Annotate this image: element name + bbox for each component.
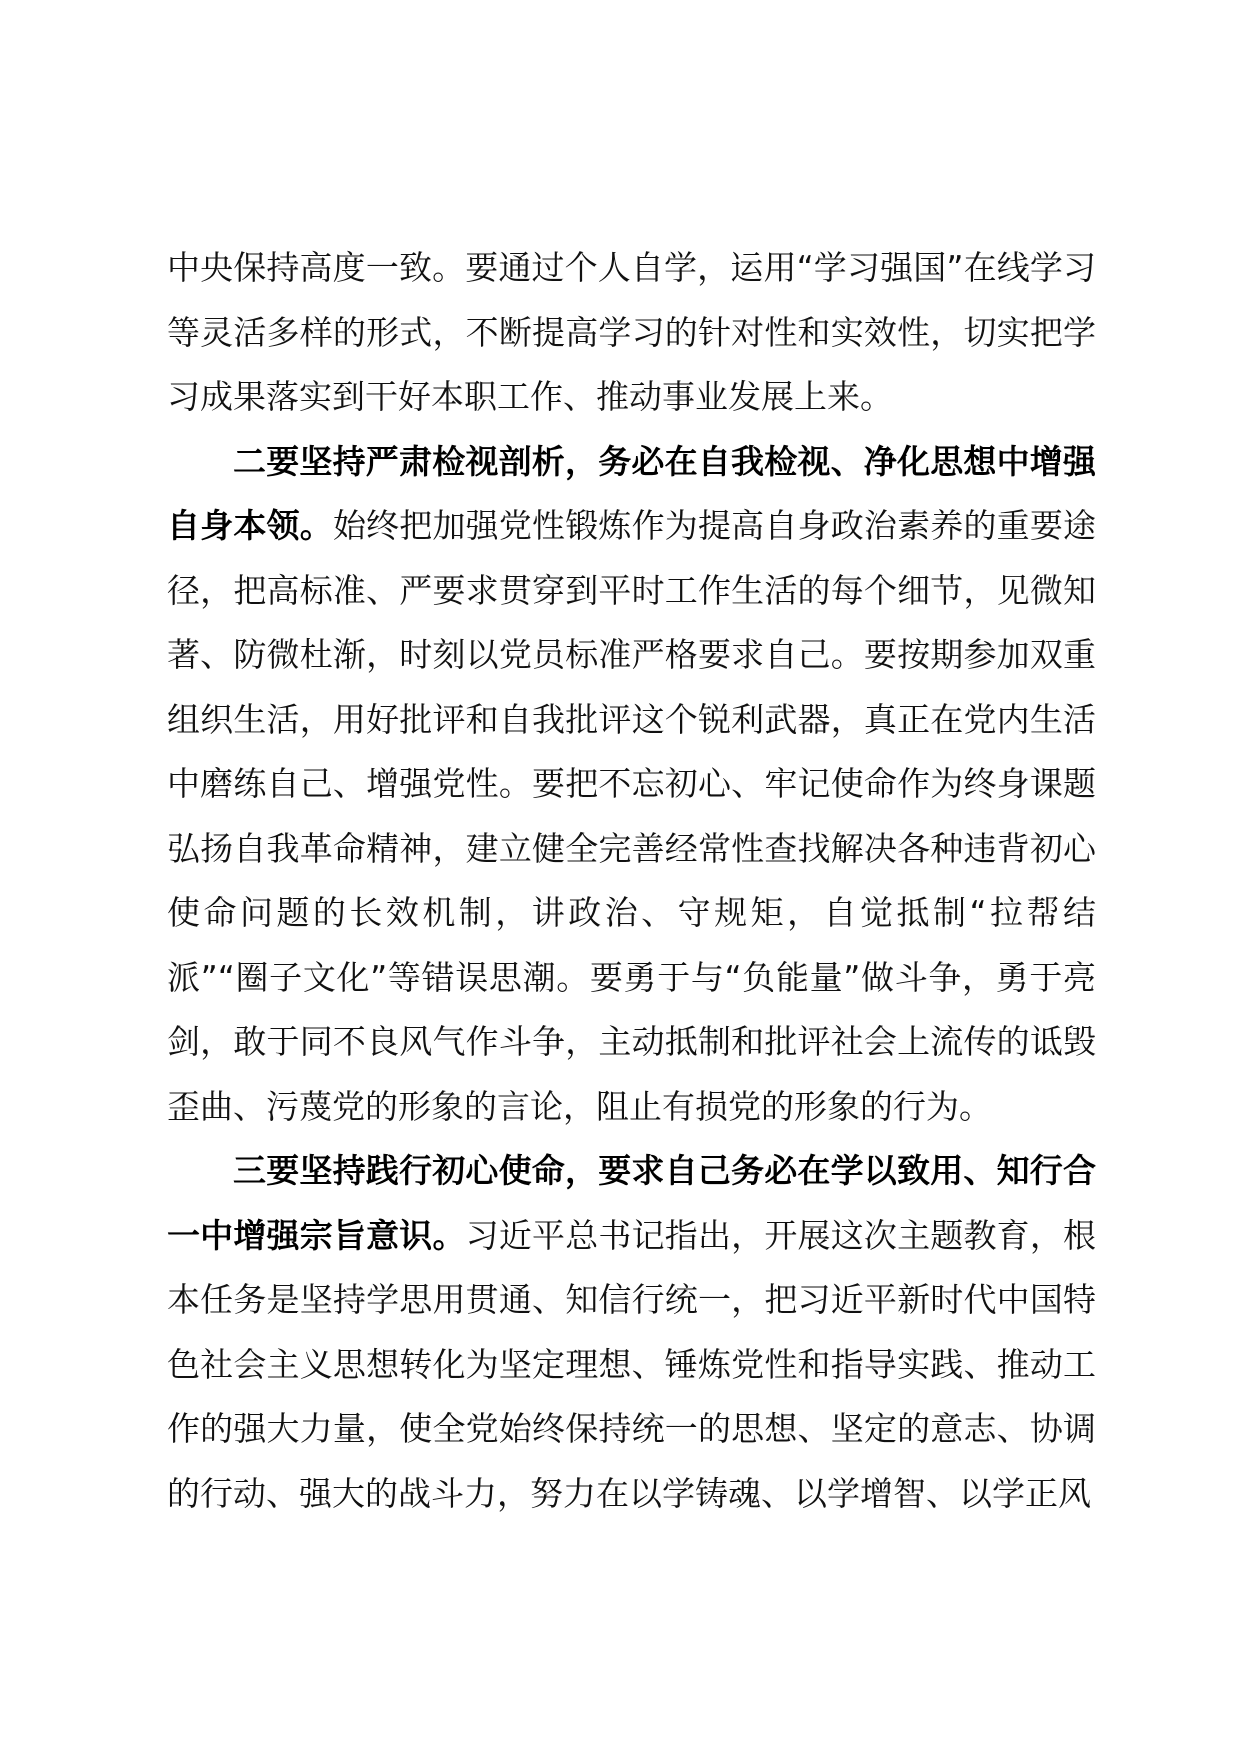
paragraph-3 (167, 1139, 1096, 1526)
paragraph-2-lead: 二要坚持严肃检视剖析，务必在自我检视、净化思想中增强自身本领。 (167, 441, 1096, 545)
paragraph-2 (167, 430, 1096, 1140)
document-body (167, 236, 1096, 1526)
paragraph-3-lead: 三要坚持践行初心使命，要求自己务必在学以致用、知行合一中增强宗旨意识。 (167, 1151, 1096, 1255)
paragraph-2-text: 始终把加强党性锻炼作为提高自身政治素养的重要途径，把高标准、严要求贯穿到平时工作生活的每个细节，见微知著、防微杜渐，时刻以党员标准严格要求自己。要按期参加双重组织生活，用好批评和自我批评这个锐利武器，真正在党内生活中磨练自己、增强党性。要把不忘初心、牢记使命作为终身课题弘扬自我革命精神，建立健全完善经常性查找解决各种违背初心使命问题的长效机制，讲政治、守规矩，自觉抵制“拉帮结派”“圈子文化”等错误思潮。要勇于与“负能量”做斗争，勇于亮剑，敢于同不良风气作斗争，主动抵制和批评社会上流传的诋毁歪曲、污蔑党的形象的言论，阻止有损党的形象的行为。 (167, 506, 1097, 1126)
paragraph-1-text: 中央保持高度一致。要通过个人自学，运用“学习强国”在线学习等灵活多样的形式，不断提高学习的针对性和实效性，切实把学习成果落实到干好本职工作、推动事业发展上来。 (167, 248, 1096, 416)
paragraph-3-text: 习近平总书记指出，开展这次主题教育，根本任务是坚持学思用贯通、知信行统一，把习近平新时代中国特色社会主义思想转化为坚定理想、锤炼党性和指导实践、推动工作的强大力量，使全党始终保持统一的思想、坚定的意志、协调的行动、强大的战斗力，努力在以学铸魂、以学增智、以学正风 (167, 1215, 1097, 1513)
paragraph-1 (167, 236, 1096, 430)
